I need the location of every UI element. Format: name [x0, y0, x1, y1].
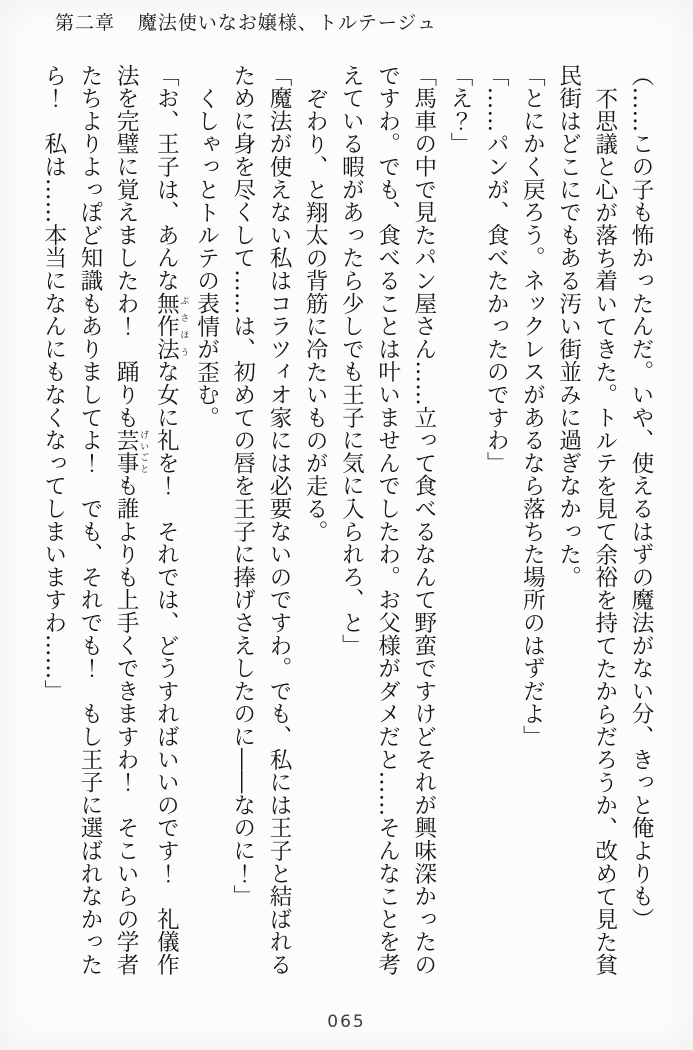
text-line: 「え？」: [446, 64, 473, 156]
text-line: ですわ。でも、食べることは叶いませんでしたわ。お父様がダメだと……そんなことを考: [374, 64, 401, 976]
text-line: たちよりよっぽど知識もありましてよ！ でも、それでも！ もし王子に選ばれなかった: [76, 64, 103, 976]
text-line: 「とにかく戻ろう。ネックレスがあるなら落ちた場所のはずだよ」: [519, 64, 546, 748]
chapter-number: 第二章: [55, 12, 116, 34]
text-line: 「魔法が使えない私はコラツィオ家には必要ないのですわ。でも、私には王子と結ばれる: [265, 64, 292, 976]
text-line: くしゃっとトルテの表情が歪む。: [193, 86, 220, 429]
running-head: [55, 8, 437, 35]
text-line: （……この子も怖かったんだ。いや、使えるはずの魔法がない分、きっと俺よりも）: [628, 64, 654, 931]
text-line: 「お、王子は、あんな無作法 ぶさほうな女に礼を！ それでは、どうすればいいのです！ 礼儀作: [153, 64, 189, 977]
text-line: 「馬車の中で見たパン屋さん……立って食べるなんて野蛮ですけどそれが興味深かったの: [410, 64, 437, 976]
text-line: 民街はどこにでもある汚い街並みに過ぎなかった。: [555, 64, 582, 589]
text-line: ぞわり、と翔太の背筋に冷たいものが走る。: [302, 86, 329, 543]
body-text: [39, 64, 659, 977]
text-line: ら！ 私は……本当になんにもなくなってしまいますわ……」: [40, 64, 67, 703]
page-number: 065: [327, 1012, 366, 1032]
text-line: 「……パンが、食べたかったのですわ」: [483, 64, 510, 475]
text-line: ために身を尽くして……は、初めての唇を王子に捧げさえしたのに――なのに！」: [229, 64, 256, 908]
text-line: 法を完璧に覚えましたわ！ 踊りも芸事 げいごとも誰よりも上手くできますわ！ そこいらの学者: [113, 64, 149, 977]
ruby-annotated-word: 無作法 ぶさほう: [153, 292, 189, 361]
chapter-title: 魔法使いなお嬢様、トルテージュ: [137, 12, 438, 34]
ruby-annotated-word: 芸事 げいごと: [113, 428, 149, 475]
text-line: えている暇があったら少しでも王子に気に入られろ、と」: [338, 64, 365, 657]
text-line: 不思議と心が落ち着いてきた。トルテを見て余裕を持てたからだろうか、改めて見た貧: [591, 86, 618, 976]
